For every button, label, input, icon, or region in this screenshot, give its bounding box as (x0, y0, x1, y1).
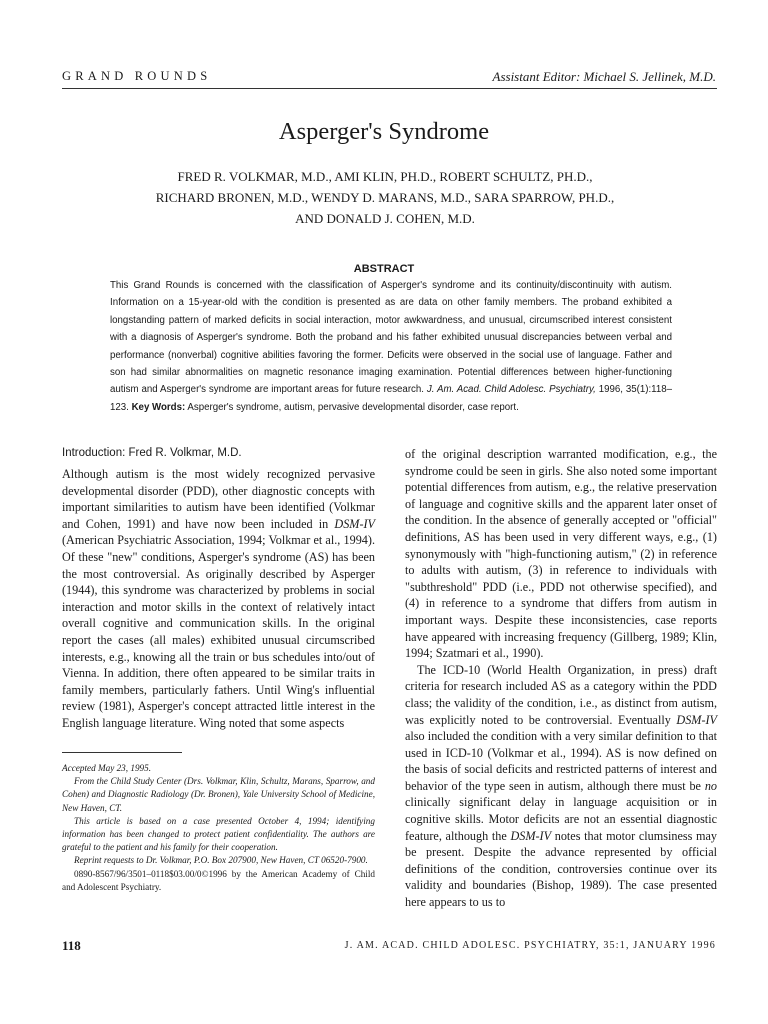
emphasis-no: no (704, 778, 717, 793)
footnote-reprints: Reprint requests to Dr. Volkmar, P.O. Box 207900, New Haven, CT 06520-7900. (74, 855, 368, 866)
dsm-ref-3: DSM-IV (510, 828, 552, 843)
abstract-citation-detail: 1996, 35(1):118–123. (110, 384, 672, 413)
intro-text-a: Although autism is the most widely recognized pervasive developmental disorder (PDD), other diagnostic concepts with important similarities to autism have been identified (Volkmar and Cohen, 1991) and have now been included in (62, 467, 375, 531)
abstract-citation: J. Am. Acad. Child Adolesc. Psychiatry, (426, 384, 596, 396)
page-number: 118 (62, 938, 81, 953)
authors-line-2: RICHARD BRONEN, M.D., WENDY D. MARANS, M.D., SARA SPARROW, PH.D., (155, 190, 615, 205)
footnote-accepted: Accepted May 23, 1995. (62, 763, 152, 773)
footnote-note: This article is based on a case presented October 4, 1994; identifying information has been changed to protect patient confidentiality. The authors are grateful to the patient and his family for their cooperation. (62, 815, 375, 853)
footnotes (62, 762, 375, 894)
abstract-text (110, 277, 672, 416)
dsm-ref: DSM-IV (334, 516, 375, 531)
journal-footer: J. AM. ACAD. CHILD ADOLESC. PSYCHIATRY, 35:1, JANUARY 1996 (344, 940, 716, 951)
abstract-body-text: This Grand Rounds is concerned with the classification of Asperger's syndrome and its continuity/discontinuity with autism. Information on a 15-year-old with the condition is presented as are data on other family members. The proband exhibited a longstanding pattern of marked deficits in social interaction, motor awkwardness, and unusual, circumscribed interest consistent with a diagnosis of Asperger's syndrome. Both the proband and his father exhibited unusual discrepancies between verbal and performance (nonverbal) cognitive abilities favoring the former. Deficits were observed in the social use of language. Father and son had similar abnormalities on magnetic resonance imaging examination. Potential differences between higher-functioning autism and Asperger's syndrome are important areas for future research. (110, 280, 672, 396)
right-paragraph-2 (405, 662, 717, 911)
p2-text-a: The ICD-10 (World Health Organization, in press) draft criteria for research included AS as a category within the PDD class; the validity of the condition, i.e., as distinct from autism, was explicitly noted to be controversial. Eventually (405, 662, 717, 727)
authors-line-3: AND DONALD J. COHEN, M.D. (295, 211, 475, 226)
right-paragraph-1: of the original description warranted modification, e.g., the syndrome could be seen in girls. She also noted some important potential differences from autism, e.g., the relative preservation of language and cognitive skills and the apparent later onset of the condition. In the absence of generally accepted or "official" definitions, AS has been used in very different ways, e.g., (1) synonymously with "high-functioning autism," (2) in reference to adults with autism, (3) in reference to individuals with "subthreshold" PDD (i.e., PDD not otherwise specified), and (4) in reference to a syndrome that differs from autism in important ways. Despite these inconsistencies, case reports have appeared with increasing frequency (Gillberg, 1989; Klin, 1994; Szatmari et al., 1990). (405, 447, 717, 661)
article-title: Asperger's Syndrome (278, 118, 490, 145)
right-column (405, 446, 717, 911)
p2-text-c: clinically significant delay in language acquisition or in cognitive skills. Motor deficits are not an essential diagnostic feature, although the (405, 795, 717, 843)
dsm-ref-2: DSM-IV (676, 712, 717, 727)
keywords: Asperger's syndrome, autism, pervasive developmental disorder, case report. (187, 401, 519, 413)
running-head-editor: Assistant Editor: Michael S. Jellinek, M.D. (492, 69, 716, 84)
intro-text-b: (American Psychiatric Association, 1994; Volkmar et al., 1994). Of these "new" conditions, Asperger's syndrome (AS) has been the most controversial. As originally described by Asperger (1944), this syndrome was characterized by problems in social interaction and motor skills in the context of relatively intact overall cognitive and communication skills. In the original report the cases (all males) exhibited unusual circumscribed interests, e.g., knowing all the train or bus schedules into/out of Vienna. In addition, there often appeared to be similar traits in family members, particularly fathers. Until Wing's influential review (1981), Asperger's concept attracted little interest in the English language literature. Wing noted that some aspects (62, 533, 375, 730)
footnote-copyright: 0890-8567/96/3501–0118$03.00/0©1996 by the American Academy of Child and Adolescent Psychiatry. (62, 868, 375, 892)
abstract-heading: ABSTRACT (353, 263, 415, 275)
intro-paragraph (62, 466, 375, 732)
p2-text-b: also included the condition with a very similar definition to that used in ICD-10 (Volkmar et al., 1994). AS is now defined on the basis of social deficits and restricted patterns of interest and behavior of the type seen in autism, although there must be (405, 729, 717, 793)
section-heading-introduction: Introduction: Fred R. Volkmar, M.D. (62, 447, 242, 459)
header-rule (62, 88, 717, 89)
authors-line-1: FRED R. VOLKMAR, M.D., AMI KLIN, PH.D., ROBERT SCHULTZ, PH.D., (177, 169, 593, 184)
footnote-affiliation: From the Child Study Center (Drs. Volkmar, Klin, Schultz, Marans, Sparrow, and Cohen) and Diagnostic Radiology (Dr. Bronen), Yale University School of Medicine, New Haven, CT. (62, 776, 375, 813)
p2-text-d: notes that motor clumsiness may be present. Despite the advance represented by official definitions of the condition, controversies continue over its validity and boundaries (Bishop, 1989). The case presented here appears to us to (405, 828, 717, 910)
left-column (62, 466, 375, 732)
footnote-rule (62, 752, 182, 753)
running-head-section: GRAND ROUNDS (62, 69, 212, 83)
author-list (60, 166, 710, 229)
keywords-label: Key Words: (131, 401, 186, 413)
